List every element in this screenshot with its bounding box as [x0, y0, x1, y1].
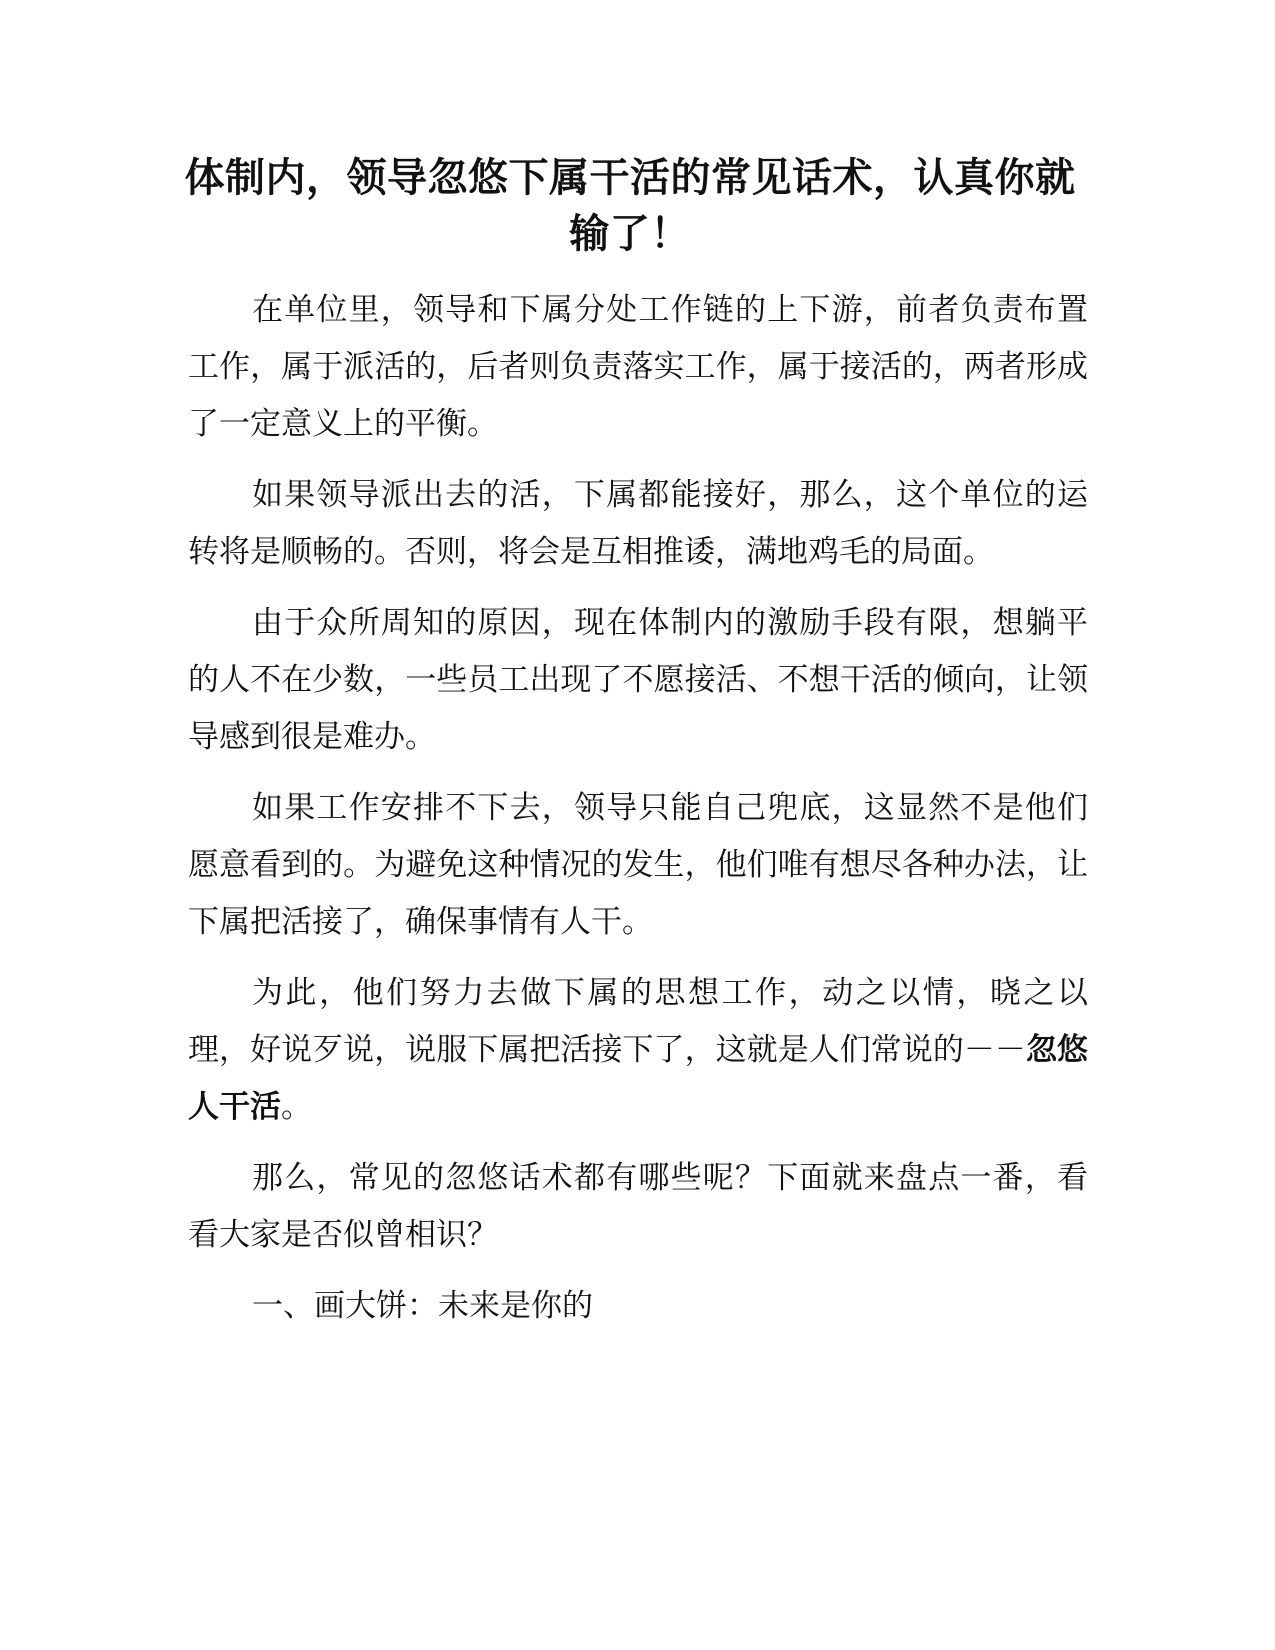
paragraph-4: 如果工作安排不下去，领导只能自己兜底，这显然不是他们愿意看到的。为避免这种情况的发生，他们唯有想尽各种办法，让下属把活接了，确保事情有人干。 — [188, 790, 1088, 940]
paragraph-1: 在单位里，领导和下属分处工作链的上下游，前者负责布置工作，属于派活的，后者则负责落实工作，属于接活的，两者形成了一定意义上的平衡。 — [188, 292, 1088, 442]
paragraph-5 — [188, 965, 1088, 1136]
document-title: 体制内，领导忽悠下属干活的常见话术，认真你就输了！ — [184, 155, 1076, 257]
paragraph-2: 如果领导派出去的活，下属都能接好，那么，这个单位的运转将是顺畅的。否则，将会是互相推诿，满地鸡毛的局面。 — [188, 477, 1088, 570]
paragraph-6: 那么，常见的忽悠话术都有哪些呢？下面就来盘点一番，看看大家是否似曾相识？ — [188, 1160, 1088, 1253]
document-body — [188, 282, 1088, 1349]
paragraph-5-text: 为此，他们努力去做下属的思想工作，动之以情，晓之以理，好说歹说，说服下属把活接下了，这就是人们常说的－－ — [188, 975, 1088, 1068]
paragraph-5-bold-phrase: 忽悠人干活 — [188, 1032, 1089, 1125]
paragraph-5-end: 。 — [281, 1089, 312, 1125]
section-heading-1: 一、画大饼：未来是你的 — [252, 1288, 593, 1324]
paragraph-3: 由于众所周知的原因，现在体制内的激励手段有限，想躺平的人不在少数，一些员工出现了不愿接活、不想干活的倾向，让领导感到很是难办。 — [188, 605, 1088, 755]
